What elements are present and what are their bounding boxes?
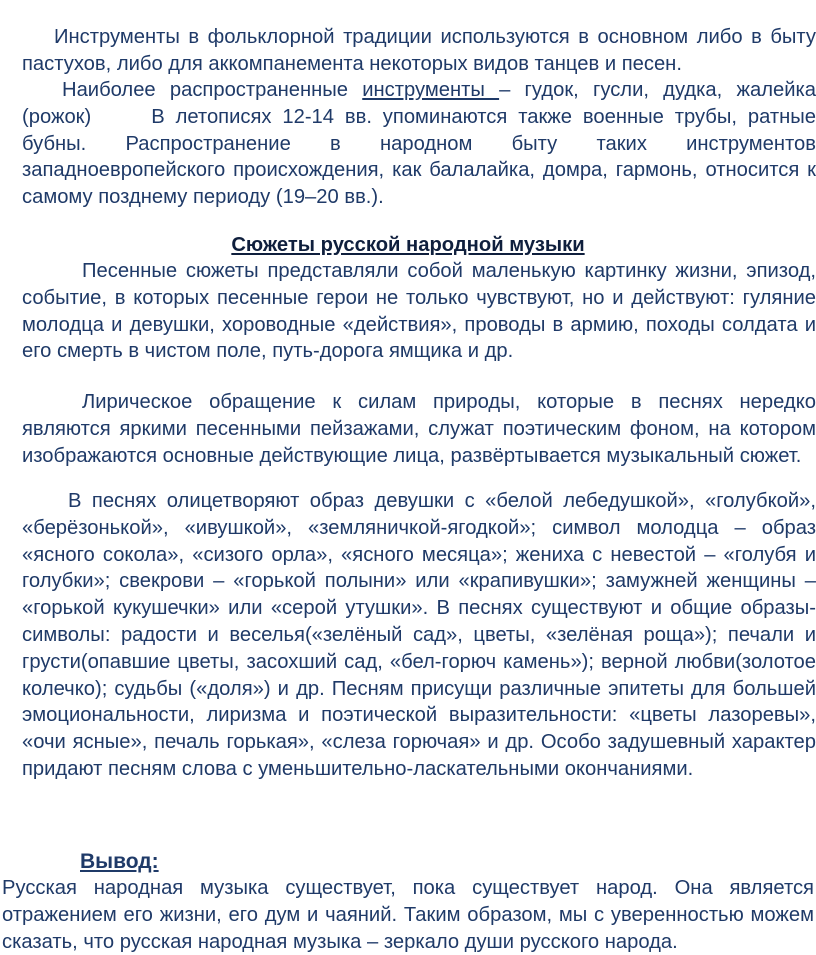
- conclusion-text: Русская народная музыка существует, пока существует народ. Она является отражением его жизни, его дум и чаяний. Таким образом, мы с уверенностью можем сказать, что русская народная музыка – зеркало души русского народа.: [2, 877, 814, 953]
- section-paragraph-2: [22, 389, 816, 469]
- section-paragraph-1: [22, 258, 816, 365]
- conclusion-title: Вывод:: [80, 850, 159, 873]
- section-paragraph-3: [22, 488, 816, 783]
- section-paragraph-3-text: В песнях олицетворяют образ девушки с «белой лебедушкой», «голубкой», «берёзонькой», «ивушкой», «земляничкой-ягодкой»; символ молодца – образ «ясного сокола», «сизого орла», «ясного месяца»; жениха с невестой – «голубя и голубки»; свекрови – «горькой полыни» или «крапивушки»; замужней женщины – «горькой кукушечки» или «серой утушки». В песнях существуют и общие образы-символы: радости и веселья(«зелёный сад», цветы, «зелёная роща»); печали и грусти(опавшие цветы, засохший сад, «бел-горюч камень»); верной любви(золотое колечко); судьбы («доля») и др. Песням присущи различные эпитеты для большей эмоциональности, лиризма и поэтической выразительности: «цветы лазоревы», «очи ясные», печаль горькая», «слеза горючая» и др. Особо задушевный характер придают песням слова с уменьшительно-ласкательными окончаниями.: [22, 490, 816, 780]
- section-heading: Сюжеты русской народной музыки: [231, 234, 585, 256]
- intro-paragraph-1: [22, 24, 816, 78]
- section-paragraph-2-text: Лирическое обращение к силам природы, которые в песнях нередко являются яркими песенными пейзажами, служат поэтическим фоном, на котором изображаются основные действующие лица, развёртывается музыкальный сюжет.: [22, 391, 816, 467]
- intro-paragraph-2-start: Наиболее распространенные: [62, 79, 363, 101]
- intro-paragraph-2: [22, 77, 816, 211]
- intro-paragraph-1-text: Инструменты в фольклорной традиции используются в основном либо в быту пастухов, либо для аккомпанемента некоторых видов танцев и песен.: [22, 26, 816, 75]
- conclusion-paragraph: [2, 875, 814, 955]
- section-paragraph-1-text: Песенные сюжеты представляли собой маленькую картинку жизни, эпизод, событие, в которых песенные герои не только чувствуют, но и действуют: гуляние молодца и девушки, хороводные «действия», проводы в армию, походы солдата и его смерть в чистом поле, путь-дорога ямщика и др.: [22, 260, 816, 363]
- intro-paragraph-2-list: – гудок, гусли, дудка, жалейка (рожок): [22, 79, 816, 128]
- intro-paragraph-2-rest: В летописях 12-14 вв. упоминаются также военные трубы, ратные бубны. Распространение в народном быту таких инструментов западноевропейского происхождения, как балалайка, домра, гармонь, относится к самому позднему периоду (19–20 вв.).: [22, 105, 816, 209]
- instruments-link[interactable]: инструменты: [362, 79, 500, 101]
